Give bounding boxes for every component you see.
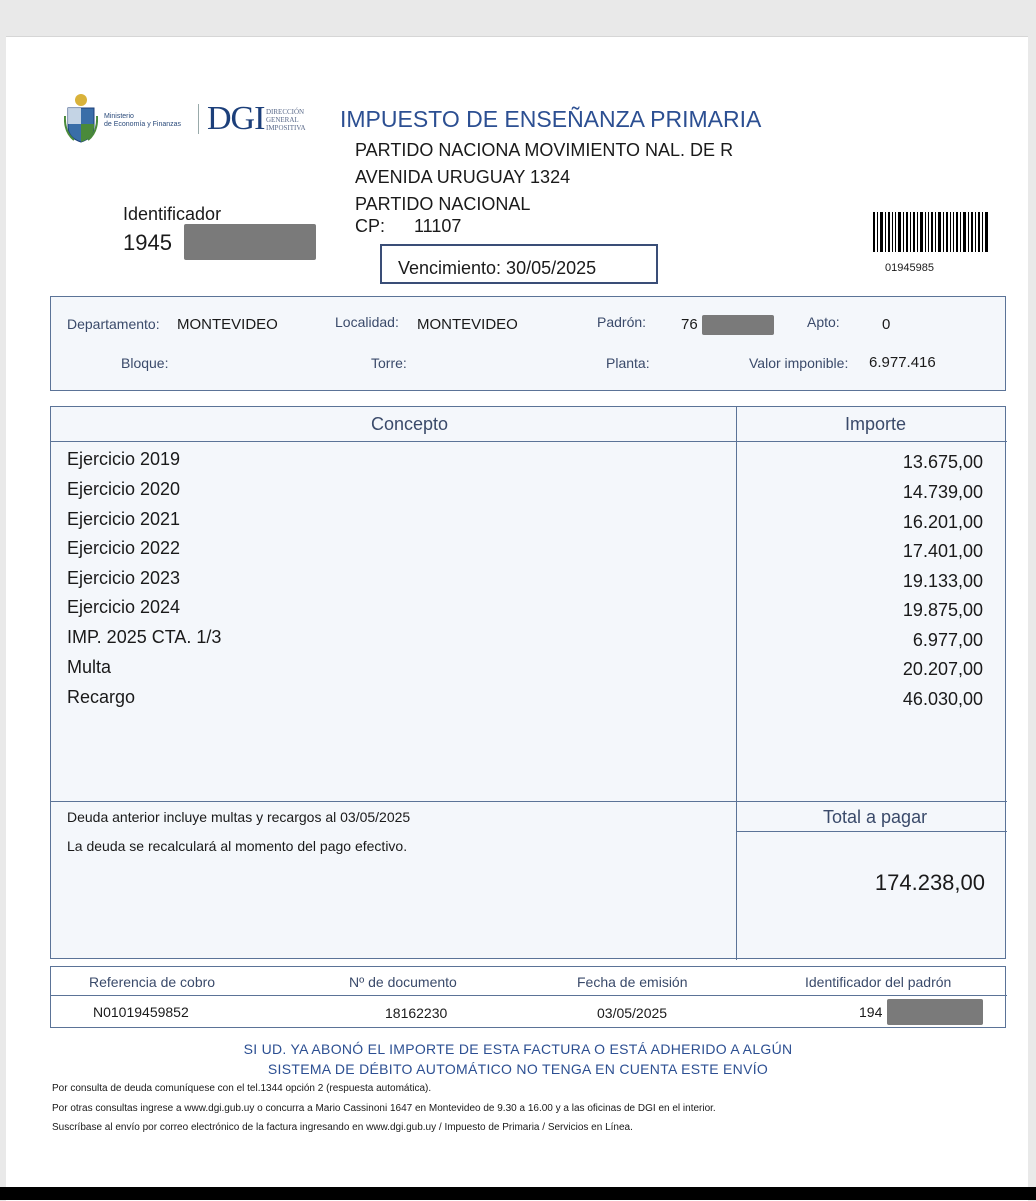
debt-note: Deuda anterior incluye multas y recargos al 03/05/2025	[67, 809, 411, 825]
dgi-logo: DGI	[207, 100, 265, 137]
table-row-concept: Ejercicio 2021	[67, 509, 181, 529]
valor-imponible-value: 6.977.416	[869, 354, 936, 371]
dgi-sub-1: DIRECCIÓN	[266, 108, 305, 116]
table-row-amount: 46.030,00	[902, 689, 983, 709]
footer-line-1: Por consulta de deuda comuníquese con el tel.1344 opción 2 (respuesta automática).	[52, 1083, 432, 1094]
notice-line-1: SI UD. YA ABONÓ EL IMPORTE DE ESTA FACTURA O ESTÁ ADHERIDO A ALGÚN	[243, 1041, 793, 1057]
due-date: Vencimiento: 30/05/2025	[398, 258, 597, 278]
table-row-concept: Ejercicio 2020	[67, 479, 181, 499]
departamento-value: MONTEVIDEO	[177, 316, 278, 333]
screen-bottom-bar	[0, 1187, 1036, 1200]
addressee-street: AVENIDA URUGUAY 1324	[355, 167, 571, 187]
ministry-name	[104, 113, 181, 129]
amount-header: Importe	[845, 414, 907, 434]
cp-value: 11107	[414, 216, 462, 236]
doc-number-value: 18162230	[385, 1005, 448, 1021]
identificador-value: 1945	[123, 230, 172, 255]
cp-label: CP:	[355, 216, 386, 236]
valor-imponible-label: Valor imponible:	[749, 355, 849, 371]
issue-date-label: Fecha de emisión	[577, 974, 688, 990]
table-row-amount: 16.201,00	[902, 512, 983, 532]
barcode-number: 01945985	[885, 262, 934, 274]
localidad-label: Localidad:	[335, 314, 399, 330]
bloque-label: Bloque:	[121, 355, 169, 371]
total-value: 174.238,00	[874, 870, 985, 895]
footer-line-2: Por otras consultas ingrese a www.dgi.gub.uy o concurra a Mario Cassinoni 1647 en Montevideo de 9.30 a 16.00 y a las oficinas de DGI en el interior.	[52, 1103, 716, 1114]
table-row-concept: Ejercicio 2022	[67, 538, 181, 558]
localidad-value: MONTEVIDEO	[417, 316, 518, 333]
dgi-sub-3: IMPOSITIVA	[266, 124, 306, 132]
table-row-concept: IMP. 2025 CTA. 1/3	[67, 627, 222, 647]
table-row-concept: Ejercicio 2019	[67, 449, 181, 469]
table-row-amount: 13.675,00	[902, 452, 983, 472]
planta-label: Planta:	[606, 355, 650, 371]
ministry-line-2: de Economía y Finanzas	[104, 121, 182, 128]
addressee-line3: PARTIDO NACIONAL	[355, 194, 531, 214]
barcode	[873, 212, 995, 252]
concept-header: Concepto	[371, 414, 449, 434]
departamento-label: Departamento:	[67, 316, 160, 332]
property-info-box	[50, 296, 1006, 391]
recalc-note: La deuda se recalculará al momento del pago efectivo.	[67, 838, 408, 854]
total-label: Total a pagar	[823, 807, 928, 827]
table-row-concept: Multa	[67, 657, 112, 677]
doc-number-label: Nº de documento	[349, 974, 457, 990]
table-row-amount: 19.133,00	[902, 571, 983, 591]
apto-value: 0	[882, 316, 891, 333]
padron-id-label: Identificador del padrón	[805, 974, 952, 990]
issue-date-value: 03/05/2025	[597, 1005, 668, 1021]
reference-box	[50, 966, 1006, 1028]
ministry-line-1: Ministerio	[104, 113, 134, 120]
padron-id-value: 194	[859, 1004, 883, 1020]
footer-line-3: Suscríbase al envío por correo electrónico de la factura ingresando en www.dgi.gub.uy / Impuesto de Primaria / Servicios en Línea.	[52, 1122, 633, 1133]
addressee-name: PARTIDO NACIONA MOVIMIENTO NAL. DE R	[355, 140, 734, 160]
table-row-concept: Ejercicio 2024	[67, 597, 181, 617]
table-row-amount: 6.977,00	[912, 630, 983, 650]
table-row-amount: 14.739,00	[902, 482, 983, 502]
document-title: IMPUESTO DE ENSEÑANZA PRIMARIA	[340, 106, 762, 132]
ref-cobro-label: Referencia de cobro	[89, 974, 216, 990]
table-row-amount: 17.401,00	[902, 541, 983, 561]
charges-table	[50, 406, 1006, 959]
table-row-amount: 19.875,00	[902, 600, 983, 620]
apto-label: Apto:	[807, 314, 840, 330]
redaction-bar	[887, 999, 983, 1025]
torre-label: Torre:	[371, 355, 407, 371]
redaction-bar	[702, 315, 774, 335]
logo-divider	[198, 104, 199, 134]
dgi-subtitle	[266, 108, 306, 132]
padron-value: 76	[681, 316, 698, 333]
due-date-box	[380, 244, 658, 284]
ref-cobro-value: N01019459852	[93, 1004, 189, 1020]
notice-line-2: SISTEMA DE DÉBITO AUTOMÁTICO NO TENGA EN CUENTA ESTE ENVÍO	[267, 1061, 769, 1077]
table-row-concept: Ejercicio 2023	[67, 568, 181, 588]
table-row-amount: 20.207,00	[902, 659, 983, 679]
coat-of-arms-icon	[64, 92, 98, 144]
dgi-sub-2: GENERAL	[266, 116, 299, 124]
padron-label: Padrón:	[597, 314, 647, 330]
redaction-bar	[184, 224, 316, 260]
table-row-concept: Recargo	[67, 687, 136, 707]
identificador-label: Identificador	[123, 204, 222, 224]
